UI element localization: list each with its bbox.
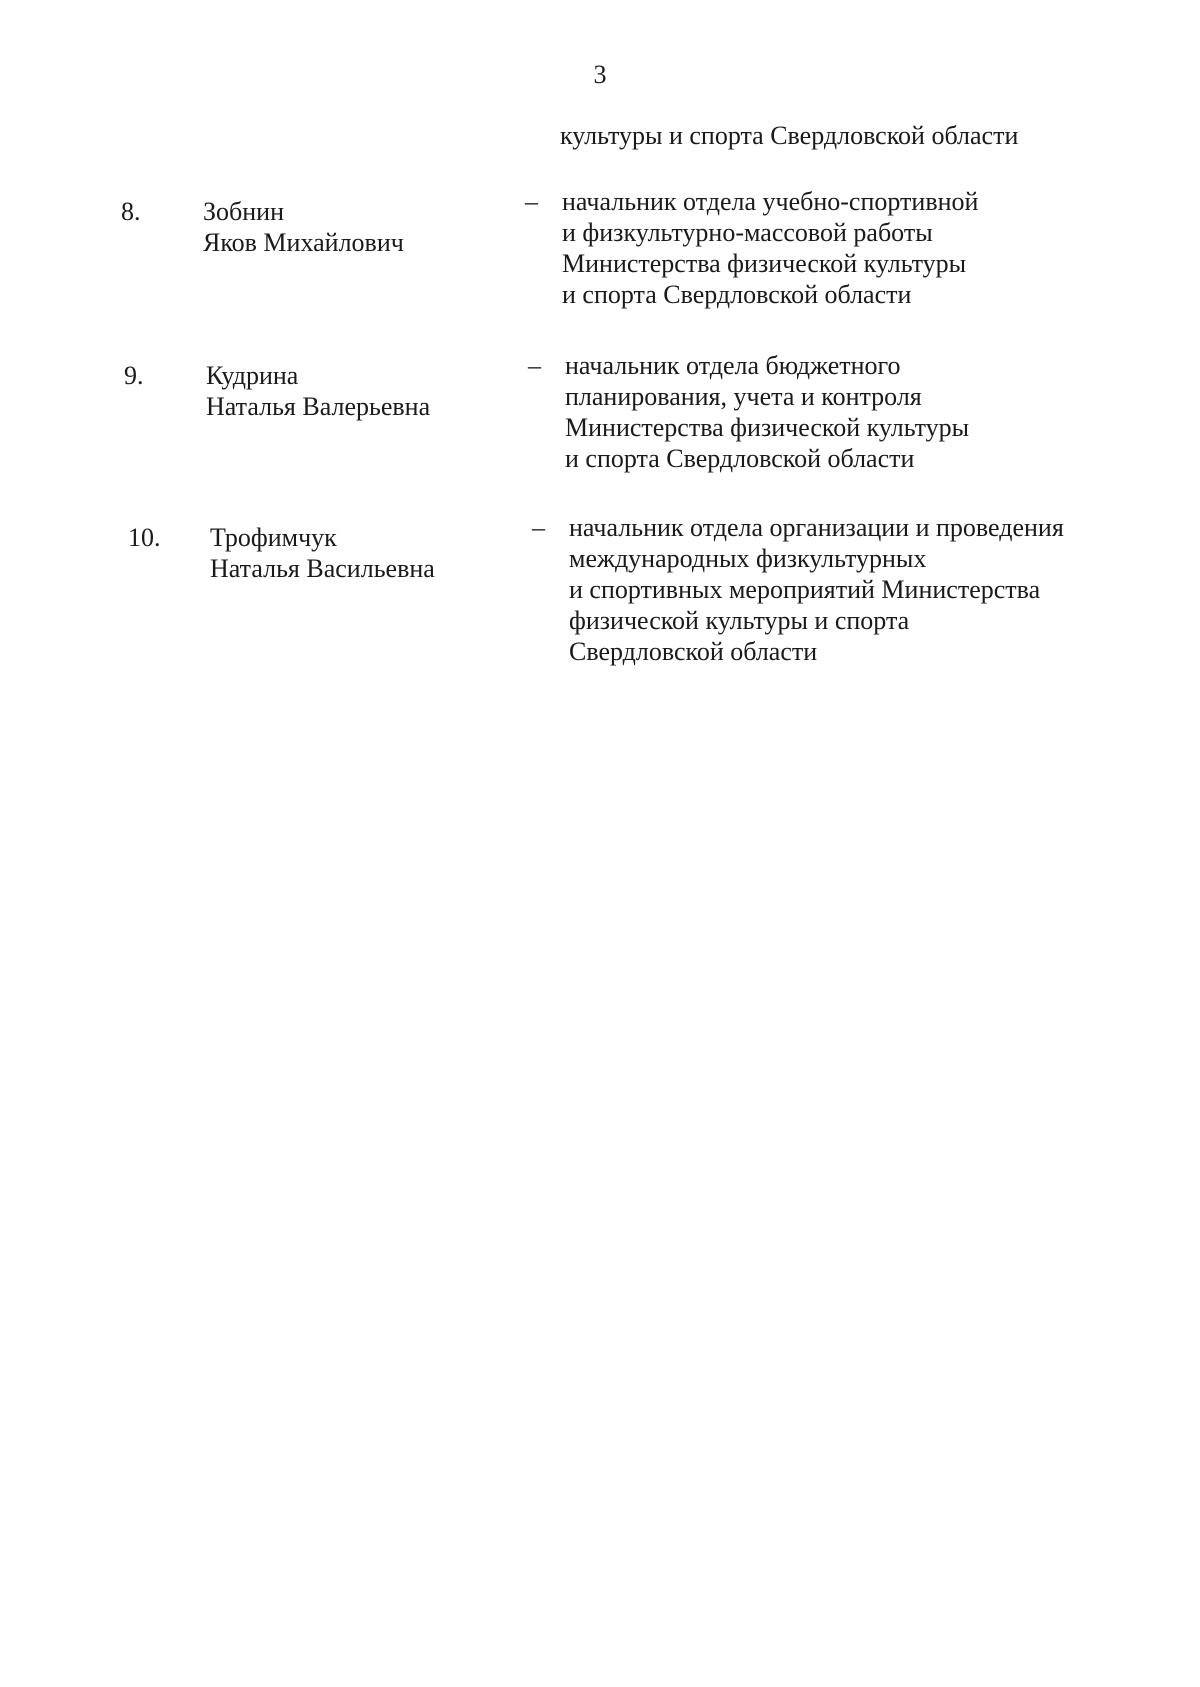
continuation-text: культуры и спорта Свердловской области	[560, 121, 1019, 150]
entry-number: 10.	[128, 523, 161, 552]
entry-surname: Трофимчук	[210, 523, 337, 552]
entry-number: 9.	[124, 361, 144, 390]
entry-position	[565, 350, 969, 474]
entry-given-names: Яков Михайлович	[203, 228, 404, 257]
entry-name	[210, 522, 435, 584]
entry-position	[569, 512, 1064, 667]
entry-name	[203, 196, 404, 258]
position-line: международных физкультурных	[569, 544, 927, 573]
position-line: Министерства физической культуры	[565, 413, 970, 442]
position-line: планирования, учета и контроля	[565, 382, 922, 411]
entry-dash: –	[532, 513, 545, 542]
position-line: и спортивных мероприятий Министерства	[569, 575, 1041, 604]
position-line: начальник отдела учебно-спортивной	[562, 187, 979, 216]
entry-surname: Зобнин	[203, 197, 284, 226]
entry-name	[206, 360, 430, 422]
position-line: начальник отдела бюджетного	[565, 351, 901, 380]
position-line: и спорта Свердловской области	[565, 444, 915, 473]
entry-position	[562, 186, 978, 310]
page-number: 3	[593, 60, 607, 89]
position-line: начальник отдела организации и проведения	[569, 513, 1064, 542]
entry-dash: –	[525, 187, 538, 216]
entry-surname: Кудрина	[206, 361, 299, 390]
entry-given-names: Наталья Васильевна	[210, 554, 435, 583]
position-line: Министерства физической культуры	[562, 249, 967, 278]
entry-given-names: Наталья Валерьевна	[206, 392, 431, 421]
entry-dash: –	[528, 351, 541, 380]
entry-number: 8.	[121, 197, 141, 226]
position-line: и физкультурно-массовой работы	[562, 218, 933, 247]
position-line: физической культуры и спорта	[569, 606, 910, 635]
position-line: и спорта Свердловской области	[562, 280, 912, 309]
position-line: Свердловской области	[569, 637, 818, 666]
